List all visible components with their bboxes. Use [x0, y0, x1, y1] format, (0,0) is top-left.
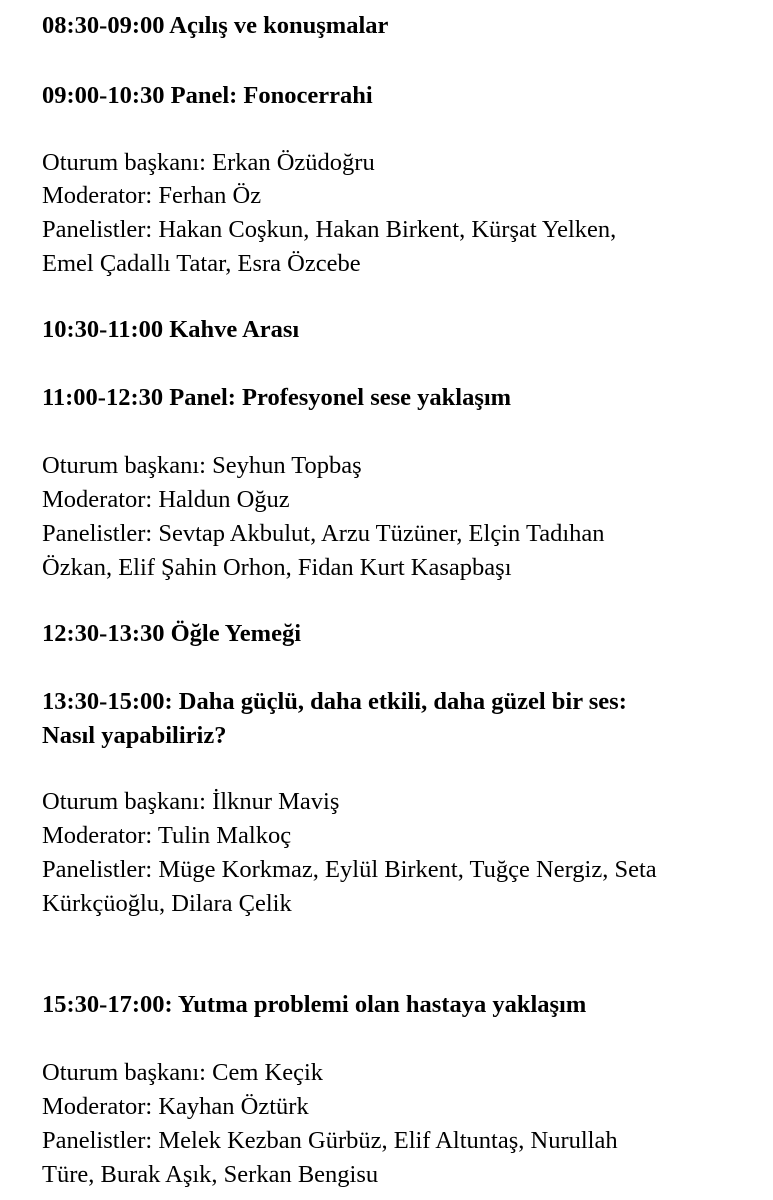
session-4-panelists-line-2: Türe, Burak Aşık, Serkan Bengisu: [42, 1161, 379, 1188]
session-3-heading-line-1: 13:30-15:00: Daha güçlü, daha etkili, daha güzel bir ses:: [42, 688, 627, 715]
session-1-chair: Oturum başkanı: Erkan Özüdoğru: [42, 149, 375, 176]
session-1-moderator: Moderator: Ferhan Öz: [42, 182, 262, 209]
session-3-moderator: Moderator: Tulin Malkoç: [42, 822, 292, 849]
session-2-heading: 11:00-12:30 Panel: Profesyonel sese yaklaşım: [42, 384, 512, 411]
session-3-chair: Oturum başkanı: İlknur Maviş: [42, 788, 340, 815]
session-3-heading-line-2: Nasıl yapabiliriz?: [42, 722, 227, 749]
session-2-panelists-line-1: Panelistler: Sevtap Akbulut, Arzu Tüzüner, Elçin Tadıhan: [42, 520, 605, 547]
coffee-break-heading: 10:30-11:00 Kahve Arası: [42, 316, 300, 343]
session-4-chair: Oturum başkanı: Cem Keçik: [42, 1059, 324, 1086]
session-2-moderator: Moderator: Haldun Oğuz: [42, 486, 290, 513]
session-4-panelists-line-1: Panelistler: Melek Kezban Gürbüz, Elif Altuntaş, Nurullah: [42, 1127, 618, 1154]
session-2-panelists-line-2: Özkan, Elif Şahin Orhon, Fidan Kurt Kasapbaşı: [42, 554, 512, 581]
opening-heading: 08:30-09:00 Açılış ve konuşmalar: [42, 12, 389, 39]
session-3-panelists-line-1: Panelistler: Müge Korkmaz, Eylül Birkent, Tuğçe Nergiz, Seta: [42, 856, 657, 883]
session-2-chair: Oturum başkanı: Seyhun Topbaş: [42, 452, 362, 479]
session-4-moderator: Moderator: Kayhan Öztürk: [42, 1093, 309, 1120]
session-1-panelists-line-2: Emel Çadallı Tatar, Esra Özcebe: [42, 250, 361, 277]
session-1-heading: 09:00-10:30 Panel: Fonocerrahi: [42, 82, 373, 109]
lunch-heading: 12:30-13:30 Öğle Yemeği: [42, 620, 301, 647]
session-1-panelists-line-1: Panelistler: Hakan Coşkun, Hakan Birkent, Kürşat Yelken,: [42, 216, 617, 243]
session-4-heading: 15:30-17:00: Yutma problemi olan hastaya yaklaşım: [42, 991, 587, 1018]
session-3-panelists-line-2: Kürkçüoğlu, Dilara Çelik: [42, 890, 292, 917]
